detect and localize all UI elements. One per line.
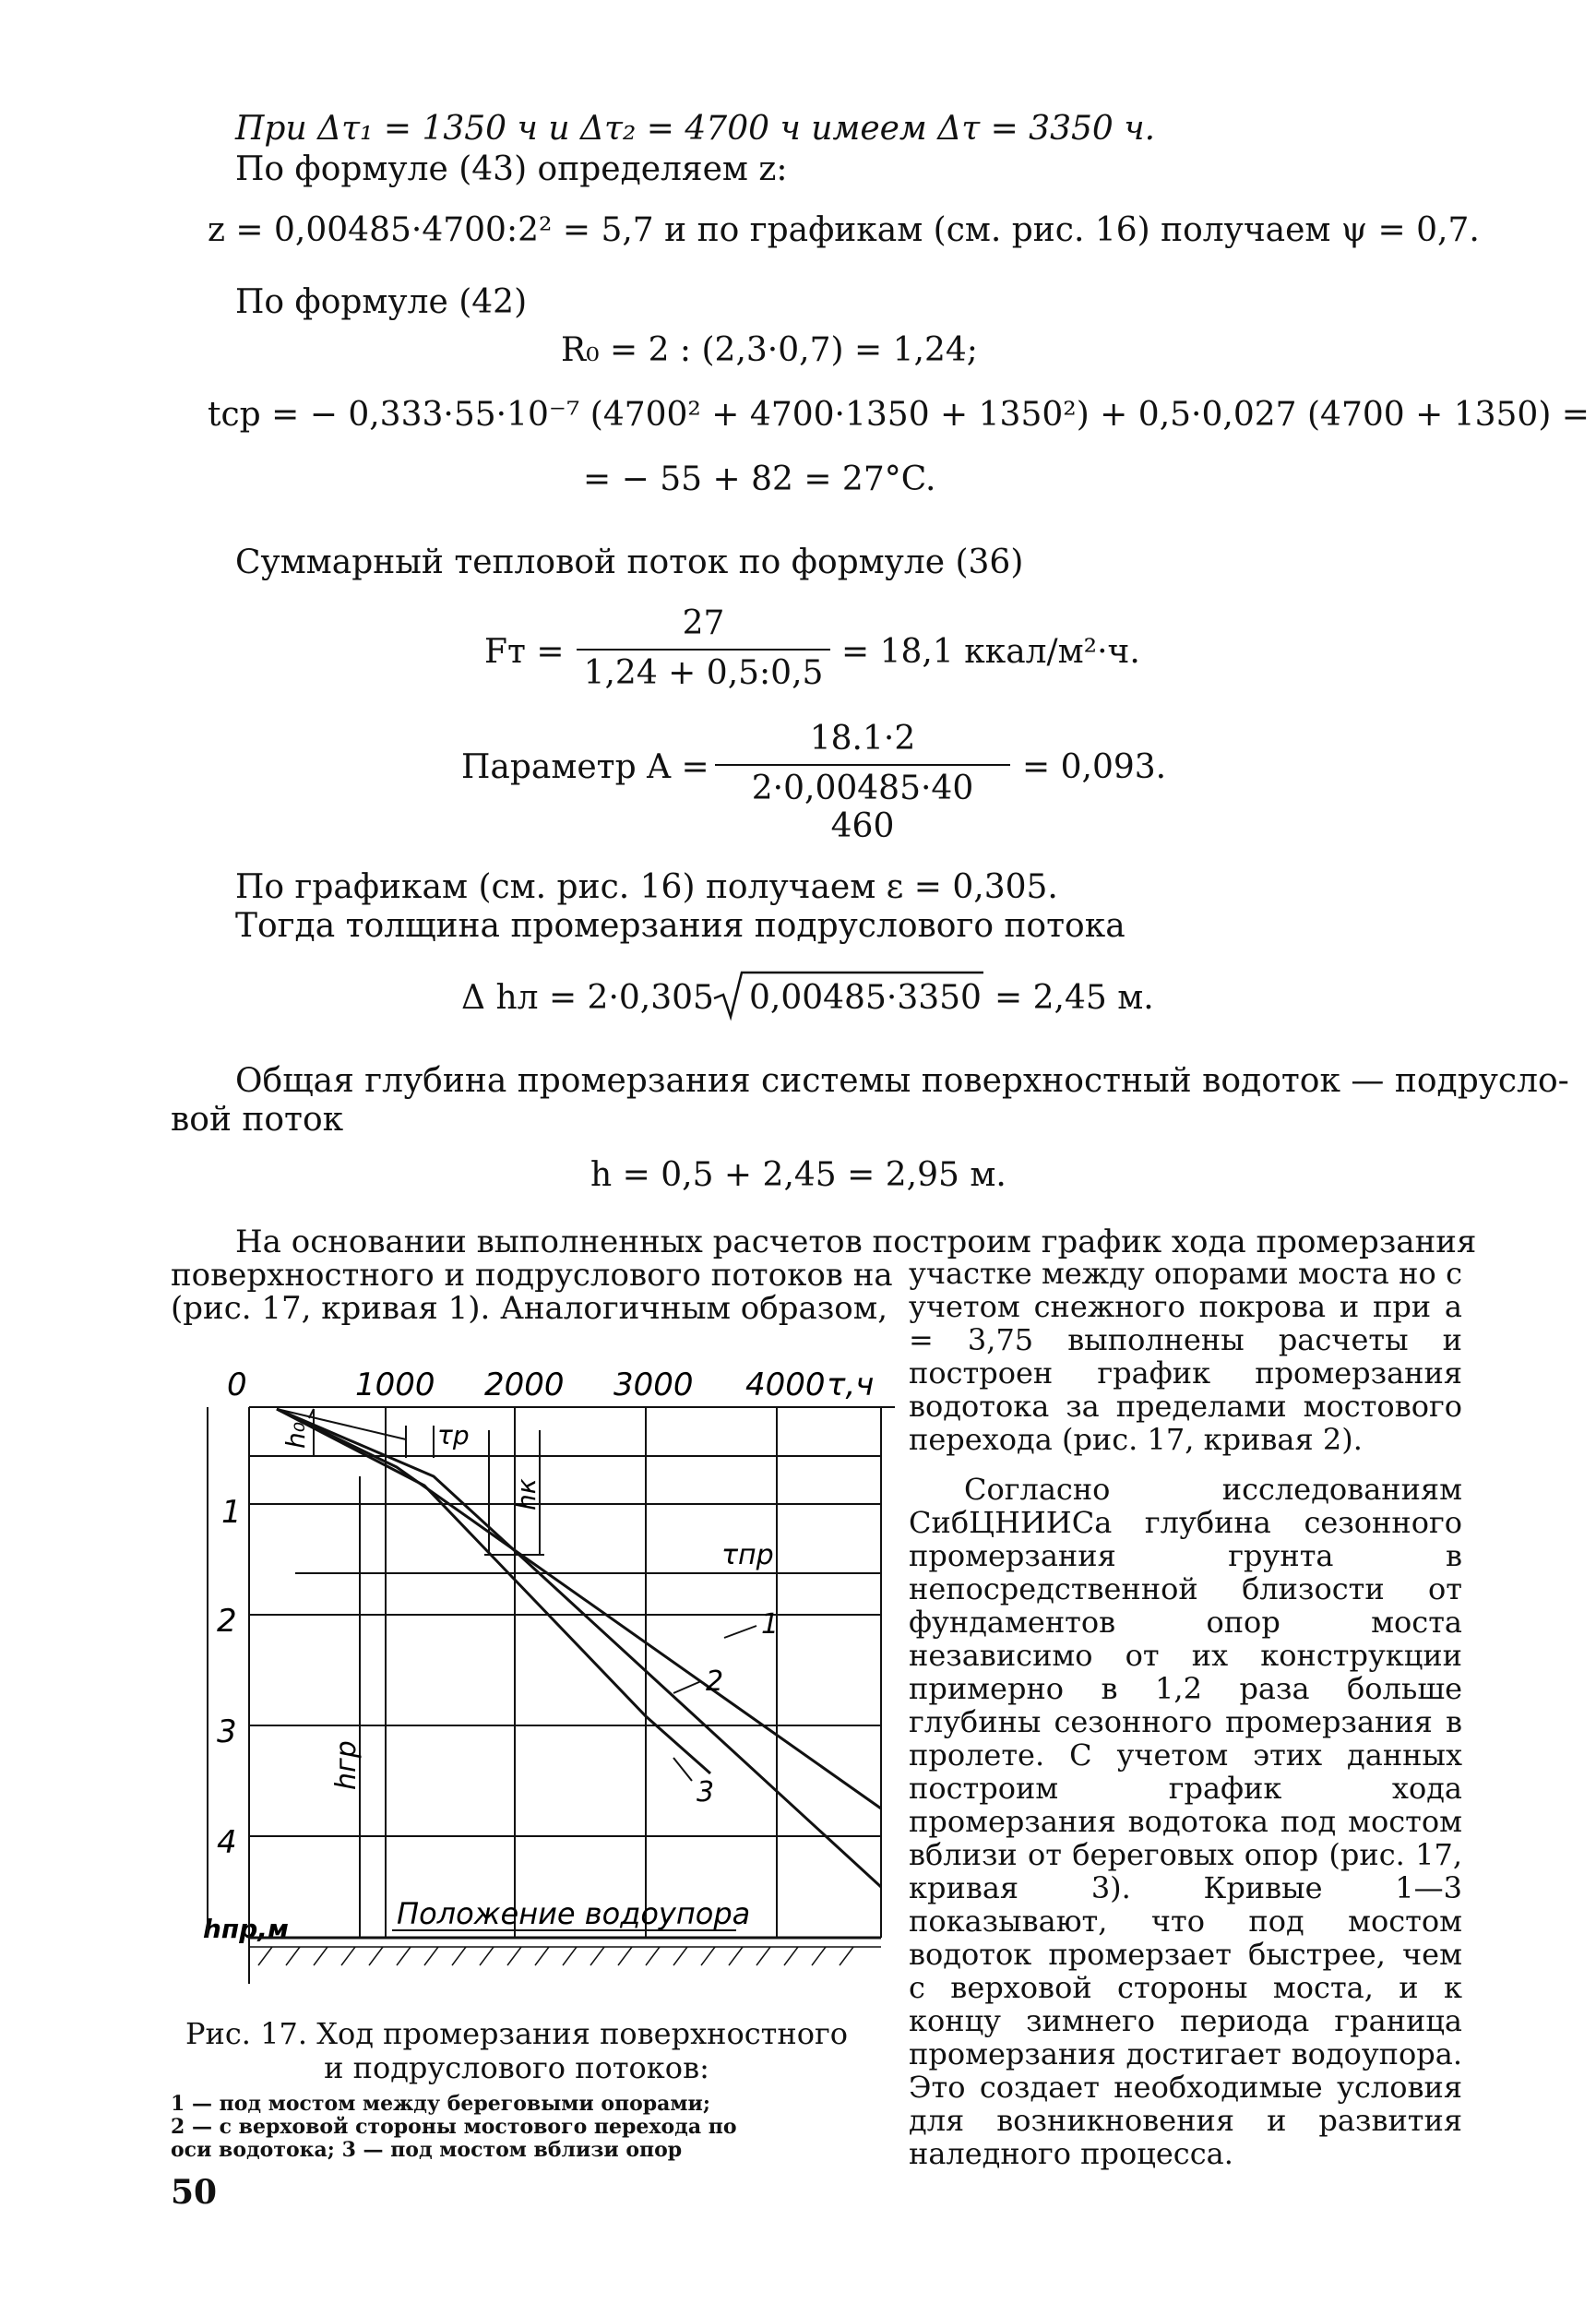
formula-tcp-result: = − 55 + 82 = 27°C. [583, 460, 936, 498]
ft-denominator: 1,24 + 0,5:0,5 [583, 654, 824, 692]
hk-label: hк [511, 1478, 542, 1510]
aquifer-hatching [249, 1947, 881, 1965]
curve-label: 3 [697, 1776, 715, 1809]
right-column [909, 1257, 1462, 2187]
formula-a-rhs: = 0,093. [1022, 748, 1167, 786]
text-line: По графикам (см. рис. 16) получаем ε = 0,305. [235, 868, 1058, 906]
h0-label: h₀ [280, 1422, 311, 1449]
text-line: По формуле (42) [235, 283, 528, 321]
x-tick-label: 3000 [613, 1367, 694, 1403]
a-numerator: 18.1·2 [809, 720, 916, 758]
page-number: 50 [171, 2173, 218, 2212]
figure-17 [157, 1347, 895, 2012]
tau-pr-label: τпр [721, 1539, 774, 1571]
fraction-bar [715, 764, 1010, 766]
tau-p-label: τр [437, 1420, 470, 1450]
text-line: Тогда толщина промерзания подруслового потока [235, 907, 1126, 945]
paragraph: Согласно исследованиям СибЦНИИСа глубина сезонного промерзания грунта в непосредственной близости от фундаментов опор моста независимо от их конструкции примерно в 1,2 раза больше глубины сезонного промерзания в пролете. С учетом этих данных построим график хода промерзания водотока под мостом вблизи от береговых опор (рис. 17, кривая 3). Кривые 1—3 показывают, что под мостом водоток промерзает быстрее, чем с верховой стороны моста, и к концу зимнего периода граница промерзания достигает водоупора. Это создает необходимые условия для возникновения и развития наледного процесса. [909, 1472, 1462, 2171]
formula-r0: R₀ = 2 : (2,3·0,7) = 1,24; [561, 331, 978, 369]
y-tick-label: 1 [221, 1494, 242, 1531]
dimension-lines [208, 1407, 881, 1938]
formula-dh-lhs: Δ hл = 2·0,305 [461, 979, 714, 1017]
y-tick-label: 3 [217, 1713, 237, 1750]
formula-tcp: tср = − 0,333·55·10⁻⁷ (4700² + 4700·1350 + 1350²) + 0,5·0,027 (4700 + 1350) = [208, 396, 1590, 434]
y-tick-label: 4 [217, 1824, 237, 1861]
curve-label: 2 [706, 1665, 724, 1698]
figure-caption-title: Рис. 17. Ход промерзания поверхностного [185, 2016, 848, 2051]
formula-dh-rhs: = 2,45 м. [995, 979, 1154, 1017]
x-tick-label: 4000 [745, 1367, 826, 1403]
a-denominator: 2·0,00485·40 460 [751, 770, 974, 845]
figure-caption-title: и подруслового потоков: [324, 2050, 709, 2085]
figure-legend: оси водотока; 3 — под мостом вблизи опор [171, 2138, 683, 2162]
formula-z: z = 0,00485·4700:2² = 5,7 и по графикам (см. рис. 16) получаем ψ = 0,7. [208, 211, 1480, 249]
x-tick-label: 0 [227, 1367, 247, 1403]
x-tick-label: 1000 [355, 1367, 435, 1403]
text-line: По формуле (43) определяем z: [235, 150, 788, 188]
formula-ft-lhs: Fт = [484, 633, 565, 671]
formula-a-lhs: Параметр A = [461, 748, 709, 786]
formula-dh-root: 0,00485·3350 [749, 979, 982, 1017]
formula-ft-fraction [577, 604, 830, 697]
text-line: На основании выполненных расчетов построим график хода промерзания [235, 1224, 1477, 1260]
ft-numerator: 27 [682, 604, 725, 642]
formula-h: h = 0,5 + 2,45 = 2,95 м. [590, 1156, 1006, 1194]
figure-legend: 1 — под мостом между береговыми опорами; [171, 2092, 710, 2116]
x-axis-label: τ,ч [827, 1367, 875, 1403]
aquifer-label: Положение водоупора [397, 1896, 751, 1931]
formula-a-fraction [715, 720, 1010, 845]
curve-label: 1 [761, 1608, 780, 1641]
x-tick-label: 2000 [484, 1367, 565, 1403]
formula-ft-rhs: = 18,1 ккал/м²·ч. [841, 633, 1140, 671]
figure-legend: 2 — с верховой стороны мостового перехода по [171, 2115, 737, 2139]
text-line: Общая глубина промерзания системы поверхностный водоток — подрусло- [235, 1062, 1569, 1100]
curves [277, 1409, 881, 1887]
text-line: При Δτ₁ = 1350 ч и Δτ₂ = 4700 ч имеем Δτ = 3350 ч. [235, 110, 1156, 148]
text-line: поверхностного и подруслового потоков на [171, 1257, 893, 1294]
text-line: (рис. 17, кривая 1). Аналогичным образом, [171, 1290, 888, 1327]
text-line: Суммарный тепловой поток по формуле (36) [235, 543, 1024, 581]
text-line: вой поток [171, 1101, 344, 1139]
hgr-label: hгр [330, 1740, 363, 1790]
paragraph: участке между опорами моста но с учетом снежного покрова и при a = 3,75 выполнены расчеты и построен график промерзания водотока за пределами мостового перехода (рис. 17, кривая 2). [909, 1256, 1462, 1457]
fraction-bar [577, 649, 830, 651]
y-tick-label: 2 [217, 1603, 237, 1640]
y-axis-label: hпр,м [203, 1914, 289, 1944]
